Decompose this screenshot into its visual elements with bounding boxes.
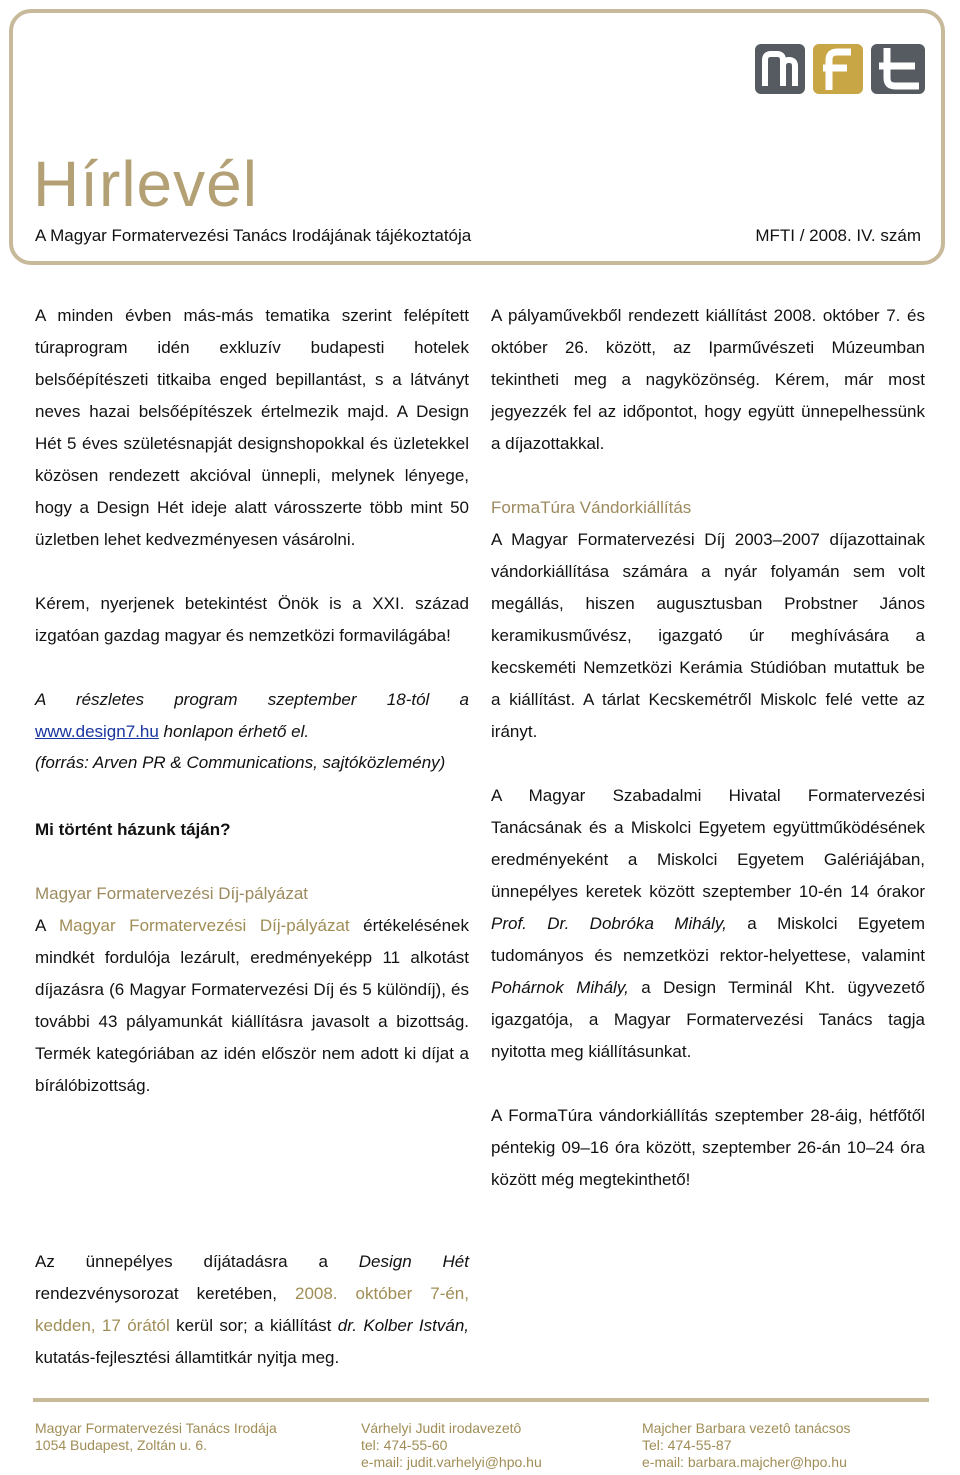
miskolc-text-a: A Magyar Szabadalmi Hivatal Formatervezési Tanácsának és a Miskolci Egyetem együttműködésének eredményeként a Miskolci Egyetem Galériájában, ünnepélyes keretek között szeptember 10-én 14 órakor <box>491 786 925 901</box>
contact-1-email[interactable]: e-mail: judit.varhelyi@hpo.hu <box>361 1454 542 1470</box>
program-paragraph <box>35 684 469 748</box>
design7-link[interactable]: www.design7.hu <box>35 722 159 741</box>
miskolc-paragraph <box>491 780 925 1068</box>
section-heading: Mi történt házunk táján? <box>35 820 231 839</box>
office-address: 1054 Budapest, Zoltán u. 6. <box>35 1437 208 1453</box>
opening-hours-paragraph: A FormaTúra vándorkiállítás szeptember 28-áig, hétfőtől péntekig 09–16 óra között, szeptember 26-án 10–24 óra között még megtekinthető! <box>491 1106 925 1189</box>
award-text-b: értékelésének mindkét fordulója lezárult, eredményeképp 11 alkotást díjazásra (6 Magyar Formatervezési Díj és 5 különdíj), és további 43 pályamunkát kiállításra javasolt a bizottság. Termék kategóriában az idén először nem adott ki díjat a bírálóbizottság. <box>35 916 470 1095</box>
design-week-paragraph: A minden évben más-más tematika szerint felépített túraprogram idén exkluzív budapesti hotelek belsőépítészeti titkaiba enged bepillantást, s a látványt neves hazai belsőépítészek értelmezik majd. A Design Hét 5 éves születésnapját designshopokkal és üzletekkel közösen rendezett akcióval ünnepli, melynek lényege, hogy a Design Hét ideje alatt városszerte több mint 50 üzletben lehet kedvezményesen vásárolni. <box>35 306 469 549</box>
left-column <box>35 300 469 1134</box>
miskolc-text-c: a Design Terminál Kht. ügyvezető igazgatója, a Magyar Formatervezési Tanács tagja nyitotta meg kiállításunkat. <box>491 978 925 1061</box>
footer-office <box>35 1420 277 1454</box>
footer-divider <box>33 1398 929 1402</box>
design-week-name: Design Hét <box>358 1252 469 1271</box>
ceremony-date: 2008. október 7-én, kedden, 17 órától <box>35 1284 469 1335</box>
right-column <box>491 300 925 1228</box>
contact-1-name: Várhelyi Judit irodavezetô <box>361 1420 522 1436</box>
award-section-title: Magyar Formatervezési Díj-pályázat <box>35 884 309 903</box>
footer-contact-2 <box>642 1420 851 1471</box>
newsletter-title: Hírlevél <box>33 148 258 220</box>
miskolc-text-b: a Miskolci Egyetem tudományos és nemzetközi rektor-helyettese, valamint <box>491 914 925 965</box>
award-text-a: A <box>35 916 59 935</box>
formatura-section-title: FormaTúra Vándorkiállítás <box>491 498 692 517</box>
footer-contact-1 <box>361 1420 542 1471</box>
ceremony-paragraph <box>35 1246 469 1374</box>
award-paragraph <box>35 910 469 1102</box>
invite-paragraph: Kérem, nyerjenek betekintést Önök is a XXI. század izgatóan gazdag magyar és nemzetközi formavilágába! <box>35 594 469 645</box>
dobroka-name: Prof. Dr. Dobróka Mihály, <box>491 914 727 933</box>
contact-2-phone: Tel: 474-55-87 <box>642 1437 732 1453</box>
office-name: Magyar Formatervezési Tanács Irodája <box>35 1420 277 1436</box>
opener-name: dr. Kolber István, <box>337 1316 470 1335</box>
award-name: Magyar Formatervezési Díj-pályázat <box>58 916 350 935</box>
exhibition-paragraph: A pályaművekből rendezett kiállítást 2008. október 7. és október 26. között, az Iparművészeti Múzeumban tekintheti meg a nagyközönség. Kérem, már most jegyezzék fel az időpontot, hogy együtt ünnepelhessünk a díjazottakkal. <box>491 306 925 453</box>
ceremony-text-c: kerül sor; a kiállítást <box>169 1316 338 1335</box>
contact-1-phone: tel: 474-55-60 <box>361 1437 448 1453</box>
ceremony-text-d: kutatás-fejlesztési államtitkár nyitja meg. <box>35 1348 340 1367</box>
program-text: A részletes program szeptember 18-tól a <box>35 690 469 709</box>
poharnok-name: Pohárnok Mihály, <box>491 978 629 997</box>
contact-2-name: Majcher Barbara vezetô tanácsos <box>642 1420 851 1436</box>
issue-number: MFTI / 2008. IV. szám <box>755 226 921 245</box>
ceremony-text-b: rendezvénysorozat keretében, <box>35 1284 295 1303</box>
source-note: (forrás: Arven PR & Communications, sajtóközlemény) <box>35 753 446 772</box>
mft-logo <box>755 44 925 94</box>
newsletter-subtitle: A Magyar Formatervezési Tanács Irodájának tájékoztatója <box>35 226 472 245</box>
touring-paragraph: A Magyar Formatervezési Díj 2003–2007 díjazottainak vándorkiállítása számára a nyár folyamán sem volt megállás, hiszen augusztusban Probstner János keramikusművész, igazgató úr meghívására a kecskeméti Nemzetközi Kerámia Stúdióban mutattuk be a kiállítást. A tárlat Kecskemétről Miskolc felé vette az irányt. <box>491 530 925 741</box>
program-text-end: honlapon érhető el. <box>158 722 310 741</box>
ceremony-text-a: Az ünnepélyes díjátadásra a <box>35 1252 359 1271</box>
contact-2-email[interactable]: e-mail: barbara.majcher@hpo.hu <box>642 1454 847 1470</box>
